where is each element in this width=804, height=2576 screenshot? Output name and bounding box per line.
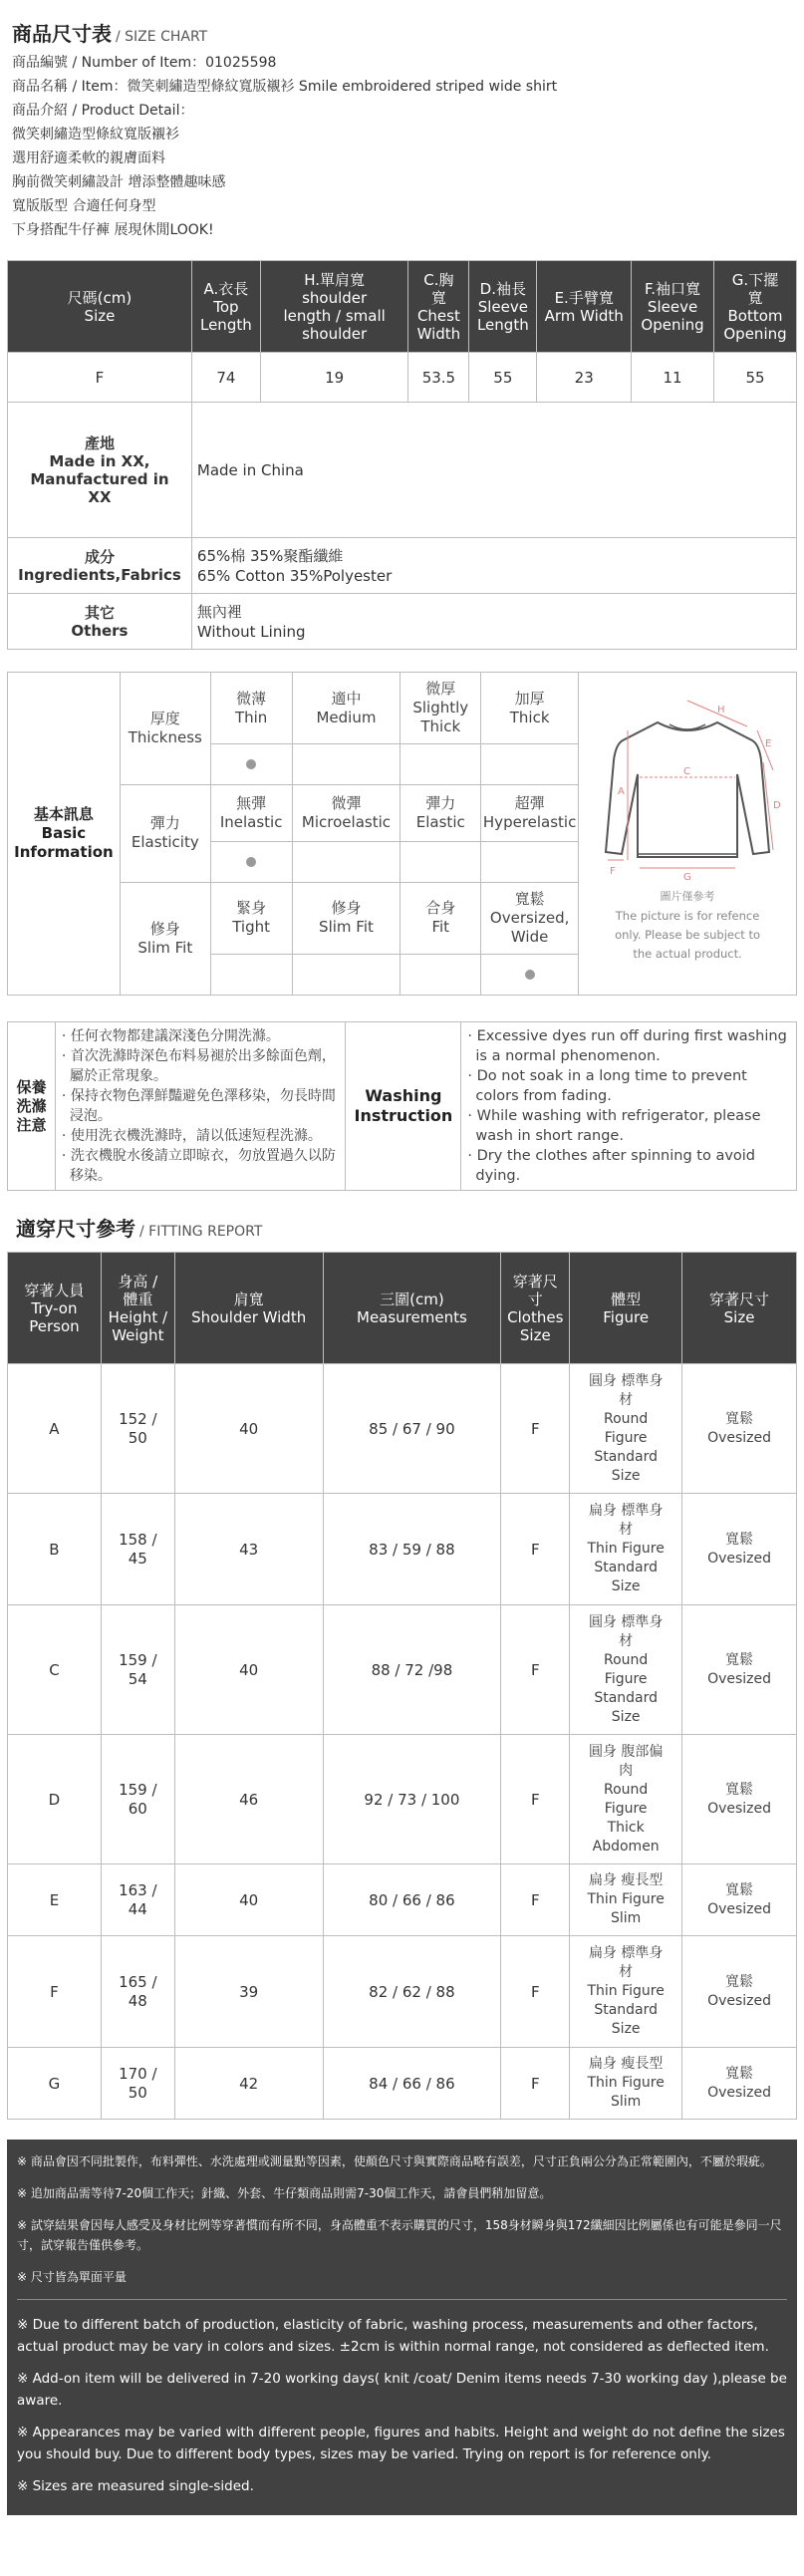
note-en: ※ Due to different batch of production, elasticity of fabric, washing process, measurements and other factors, actual product may be vary in colors and sizes. ±2cm is within normal range, not considered as deflected item. bbox=[17, 2317, 769, 2355]
elasticity-label: 彈力 Elasticity bbox=[120, 785, 210, 883]
fit-option: 合身 Fit bbox=[401, 882, 481, 954]
elasticity-option: 微彈 Microelastic bbox=[292, 785, 401, 842]
title-en: / SIZE CHART bbox=[116, 29, 208, 45]
size-row bbox=[8, 353, 797, 403]
clothes-size: F bbox=[501, 2048, 570, 2120]
detail-line: 選用舒適柔軟的親膚面料 bbox=[12, 150, 165, 166]
size-cell: 55 bbox=[714, 353, 797, 403]
person: B bbox=[8, 1494, 102, 1605]
height-weight: 165 / 48 bbox=[101, 1936, 174, 2048]
fit-mark bbox=[481, 954, 579, 995]
origin-label: 產地 Made in XX, Manufactured in XX bbox=[8, 403, 192, 538]
detail-line: 微笑刺繡造型條紋寬版襯衫 bbox=[12, 127, 179, 143]
note-cn: ※ 尺寸皆為單面平量 bbox=[17, 2270, 127, 2284]
measurements: 92 / 73 / 100 bbox=[323, 1735, 501, 1864]
col-shoulder-width: 肩寬 Shoulder Width bbox=[174, 1253, 323, 1364]
measurements: 80 / 66 / 86 bbox=[323, 1864, 501, 1936]
thickness-mark bbox=[401, 744, 481, 785]
person: E bbox=[8, 1864, 102, 1936]
shoulder: 43 bbox=[174, 1494, 323, 1605]
person: C bbox=[8, 1605, 102, 1735]
washing-cn-item: · 洗衣機脫水後請立即晾衣，勿放置過久以防移染。 bbox=[61, 1148, 336, 1184]
detail-line: 下身搭配牛仔褲 展現休閒LOOK! bbox=[12, 222, 214, 238]
svg-text:A: A bbox=[618, 786, 625, 797]
elasticity-mark bbox=[292, 841, 401, 882]
note-cn: ※ 商品會因不同批製作，布料彈性、水洗處理或測量點等因素，使顏色尺寸與實際商品略有誤差，尺寸正負兩公分為正常範圍內，不屬於瑕疵。 bbox=[17, 2154, 772, 2168]
svg-text:D: D bbox=[773, 800, 781, 811]
svg-text:G: G bbox=[683, 872, 691, 882]
fitting-title-cn: 適穿尺寸參考 bbox=[16, 1217, 135, 1241]
notes-divider bbox=[17, 2299, 787, 2300]
title-cn: 商品尺寸表 bbox=[12, 22, 112, 46]
size-table-header bbox=[8, 261, 797, 353]
fit-size: 寬鬆 Ovesized bbox=[682, 1864, 797, 1936]
fit-size: 寬鬆 Ovesized bbox=[682, 2048, 797, 2120]
thickness-mark bbox=[210, 744, 292, 785]
thickness-option: 適中 Medium bbox=[292, 673, 401, 744]
elasticity-option: 無彈 Inelastic bbox=[210, 785, 292, 842]
notes-box bbox=[7, 2140, 797, 2515]
others-value: 無內裡 Without Lining bbox=[191, 594, 796, 650]
shoulder: 42 bbox=[174, 2048, 323, 2120]
item-name: 商品名稱 / Item：微笑刺繡造型條紋寬版襯衫 Smile embroidered striped wide shirt bbox=[12, 79, 558, 95]
height-weight: 163 / 44 bbox=[101, 1864, 174, 1936]
washing-cn-item: · 首次洗滌時深色布料易褪於出多餘面色劑，屬於正常現象。 bbox=[61, 1048, 336, 1084]
selected-dot bbox=[246, 857, 256, 867]
fit-mark bbox=[401, 954, 481, 995]
fitting-title-en: / FITTING REPORT bbox=[139, 1224, 263, 1240]
col-arm-width: E.手臂寬 Arm Width bbox=[537, 261, 632, 353]
fit-size: 寬鬆 Ovesized bbox=[682, 1494, 797, 1605]
thickness-option: 微厚 Slightly Thick bbox=[401, 673, 481, 744]
shoulder: 46 bbox=[174, 1735, 323, 1864]
figure: 圓身 標準身 材 Round Figure Standard Size bbox=[570, 1364, 682, 1494]
col-bottom-opening: G.下擺 寬 Bottom Opening bbox=[714, 261, 797, 353]
washing-label-cn: 保養 洗滌 注意 bbox=[8, 1022, 56, 1191]
product-detail-label: 商品介紹 / Product Detail： bbox=[12, 103, 194, 119]
diagram-caption-en: The picture is for refence only. Please be subject to the actual product. bbox=[615, 909, 760, 961]
figure: 扁身 瘦長型 Thin Figure Slim bbox=[570, 1864, 682, 1936]
size-cell: 11 bbox=[632, 353, 714, 403]
elasticity-option: 超彈 Hyperelastic bbox=[481, 785, 579, 842]
col-sleeve-length: D.袖長 Sleeve Length bbox=[469, 261, 537, 353]
shirt-diagram-icon bbox=[588, 683, 787, 882]
size-cell: 74 bbox=[191, 353, 260, 403]
elasticity-mark bbox=[481, 841, 579, 882]
detail-line: 胸前微笑刺繡設計 增添整體趣味感 bbox=[12, 174, 226, 190]
washing-cn-item: · 使用洗衣機洗滌時，請以低速短程洗滌。 bbox=[61, 1128, 322, 1144]
fitting-row bbox=[8, 1735, 797, 1864]
detail-line: 寬版版型 合適任何身型 bbox=[12, 198, 156, 214]
fitting-title bbox=[0, 1191, 804, 1242]
fitting-table bbox=[7, 1252, 797, 2120]
fitting-header bbox=[8, 1253, 797, 1364]
thickness-option: 微薄 Thin bbox=[210, 673, 292, 744]
size-cell: 53.5 bbox=[408, 353, 469, 403]
measurements: 84 / 66 / 86 bbox=[323, 2048, 501, 2120]
washing-en-list bbox=[461, 1022, 797, 1191]
size-cell: 55 bbox=[469, 353, 537, 403]
size-cell: 23 bbox=[537, 353, 632, 403]
person: F bbox=[8, 1936, 102, 2048]
height-weight: 170 / 50 bbox=[101, 2048, 174, 2120]
origin-row bbox=[8, 403, 797, 538]
note-en: ※ Add-on item will be delivered in 7-20 working days( knit /coat/ Denim items needs 7-30 working day ),please be aware. bbox=[17, 2371, 787, 2409]
ingredients-row bbox=[8, 538, 797, 594]
col-size: 尺碼(cm) Size bbox=[8, 261, 192, 353]
basic-info-table bbox=[7, 672, 797, 996]
thickness-label: 厚度 Thickness bbox=[120, 673, 210, 785]
washing-table bbox=[7, 1021, 797, 1191]
svg-text:H: H bbox=[717, 705, 725, 716]
selected-dot bbox=[525, 970, 535, 980]
fit-label: 修身 Slim Fit bbox=[120, 882, 210, 995]
washing-label-en: Washing Instruction bbox=[346, 1022, 461, 1191]
fit-option: 修身 Slim Fit bbox=[292, 882, 401, 954]
fit-size: 寬鬆 Ovesized bbox=[682, 1364, 797, 1494]
clothes-size: F bbox=[501, 1494, 570, 1605]
washing-cn-item: · 保持衣物色澤鮮豔避免色澤移染，勿長時間浸泡。 bbox=[61, 1088, 336, 1124]
washing-en-item: · Do not soak in a long time to prevent colors from fading. bbox=[467, 1068, 747, 1104]
washing-en-item: · Excessive dyes run off during first washing is a normal phenomenon. bbox=[467, 1028, 787, 1064]
elasticity-option: 彈力 Elastic bbox=[401, 785, 481, 842]
col-shoulder: H.單肩寬 shoulder length / small shoulder bbox=[260, 261, 408, 353]
svg-text:F: F bbox=[610, 866, 616, 877]
shoulder: 40 bbox=[174, 1864, 323, 1936]
ingredients-label: 成分 Ingredients,Fabrics bbox=[8, 538, 192, 594]
basic-info-label: 基本訊息 Basic Information bbox=[8, 673, 121, 996]
person: D bbox=[8, 1735, 102, 1864]
height-weight: 159 / 60 bbox=[101, 1735, 174, 1864]
height-weight: 158 / 45 bbox=[101, 1494, 174, 1605]
figure: 圓身 標準身 材 Round Figure Standard Size bbox=[570, 1605, 682, 1735]
col-measurements: 三圍(cm) Measurements bbox=[323, 1253, 501, 1364]
measurements: 83 / 59 / 88 bbox=[323, 1494, 501, 1605]
col-top-length: A.衣長 Top Length bbox=[191, 261, 260, 353]
figure: 扁身 瘦長型 Thin Figure Slim bbox=[570, 2048, 682, 2120]
fitting-row bbox=[8, 1364, 797, 1494]
height-weight: 152 / 50 bbox=[101, 1364, 174, 1494]
svg-text:E: E bbox=[765, 738, 772, 749]
fit-size: 寬鬆 Ovesized bbox=[682, 1605, 797, 1735]
clothes-size: F bbox=[501, 1605, 570, 1735]
size-table bbox=[7, 260, 797, 650]
others-row bbox=[8, 594, 797, 650]
garment-diagram bbox=[579, 673, 797, 996]
shoulder: 40 bbox=[174, 1364, 323, 1494]
thickness-option: 加厚 Thick bbox=[481, 673, 579, 744]
header-section bbox=[0, 0, 804, 242]
washing-en-item: · Dry the clothes after spinning to avoid dying. bbox=[467, 1148, 756, 1184]
note-cn: ※ 追加商品需等待7-20個工作天；針織、外套、牛仔類商品則需7-30個工作天，請會員們稍加留意。 bbox=[17, 2186, 552, 2200]
figure: 扁身 標準身 材 Thin Figure Standard Size bbox=[570, 1936, 682, 2048]
note-en: ※ Appearances may be varied with different people, figures and habits. Height and weight do not define the sizes you should buy. Due to different body types, sizes may be varied. Trying on report is for reference only. bbox=[17, 2425, 785, 2462]
diagram-caption-cn: 圖片僅參考 bbox=[660, 890, 715, 903]
fit-size: 寬鬆 Ovesized bbox=[682, 1936, 797, 2048]
size-cell: F bbox=[8, 353, 192, 403]
fit-option: 寬鬆 Oversized, Wide bbox=[481, 882, 579, 954]
shoulder: 40 bbox=[174, 1605, 323, 1735]
note-cn: ※ 試穿結果會因每人感受及身材比例等穿著慣而有所不同，身高體重不表示購買的尺寸，158身材瞬身與172纖細因比例屬係也有可能是參同一尺寸，試穿報告僅供參考。 bbox=[17, 2218, 782, 2252]
svg-text:C: C bbox=[683, 766, 691, 777]
measurements: 82 / 62 / 88 bbox=[323, 1936, 501, 2048]
fitting-row bbox=[8, 2048, 797, 2120]
figure: 圓身 腹部偏 肉 Round Figure Thick Abdomen bbox=[570, 1735, 682, 1864]
measurements: 85 / 67 / 90 bbox=[323, 1364, 501, 1494]
col-height-weight: 身高 / 體重 Height / Weight bbox=[101, 1253, 174, 1364]
col-chest: C.胸 寬 Chest Width bbox=[408, 261, 469, 353]
others-label: 其它 Others bbox=[8, 594, 192, 650]
fitting-row bbox=[8, 1605, 797, 1735]
col-person: 穿著人員 Try-on Person bbox=[8, 1253, 102, 1364]
col-figure: 體型 Figure bbox=[570, 1253, 682, 1364]
person: A bbox=[8, 1364, 102, 1494]
fitting-row bbox=[8, 1494, 797, 1605]
col-clothes-size: 穿著尺 寸 Clothes Size bbox=[501, 1253, 570, 1364]
clothes-size: F bbox=[501, 1864, 570, 1936]
fitting-row bbox=[8, 1936, 797, 2048]
person: G bbox=[8, 2048, 102, 2120]
fitting-row bbox=[8, 1864, 797, 1936]
shoulder: 39 bbox=[174, 1936, 323, 2048]
fit-size: 寬鬆 Ovesized bbox=[682, 1735, 797, 1864]
washing-cn-list bbox=[55, 1022, 346, 1191]
size-cell: 19 bbox=[260, 353, 408, 403]
elasticity-mark bbox=[210, 841, 292, 882]
thickness-mark bbox=[481, 744, 579, 785]
col-sleeve-opening: F.袖口寬 Sleeve Opening bbox=[632, 261, 714, 353]
size-chart-title bbox=[12, 18, 794, 47]
washing-en-item: · While washing with refrigerator, please wash in short range. bbox=[467, 1108, 761, 1144]
item-number: 商品編號 / Number of Item：01025598 bbox=[12, 55, 277, 71]
elasticity-mark bbox=[401, 841, 481, 882]
origin-value: Made in China bbox=[191, 403, 796, 538]
selected-dot bbox=[246, 759, 256, 769]
col-fit-size: 穿著尺寸 Size bbox=[682, 1253, 797, 1364]
clothes-size: F bbox=[501, 1364, 570, 1494]
fit-mark bbox=[210, 954, 292, 995]
fit-option: 緊身 Tight bbox=[210, 882, 292, 954]
clothes-size: F bbox=[501, 1936, 570, 2048]
figure: 扁身 標準身 材 Thin Figure Standard Size bbox=[570, 1494, 682, 1605]
ingredients-value: 65%棉 35%聚酯纖維 65% Cotton 35%Polyester bbox=[191, 538, 796, 594]
fit-mark bbox=[292, 954, 401, 995]
height-weight: 159 / 54 bbox=[101, 1605, 174, 1735]
thickness-mark bbox=[292, 744, 401, 785]
clothes-size: F bbox=[501, 1735, 570, 1864]
washing-cn-item: · 任何衣物都建議深淺色分開洗滌。 bbox=[61, 1028, 280, 1044]
note-en: ※ Sizes are measured single-sided. bbox=[17, 2478, 254, 2494]
measurements: 88 / 72 /98 bbox=[323, 1605, 501, 1735]
